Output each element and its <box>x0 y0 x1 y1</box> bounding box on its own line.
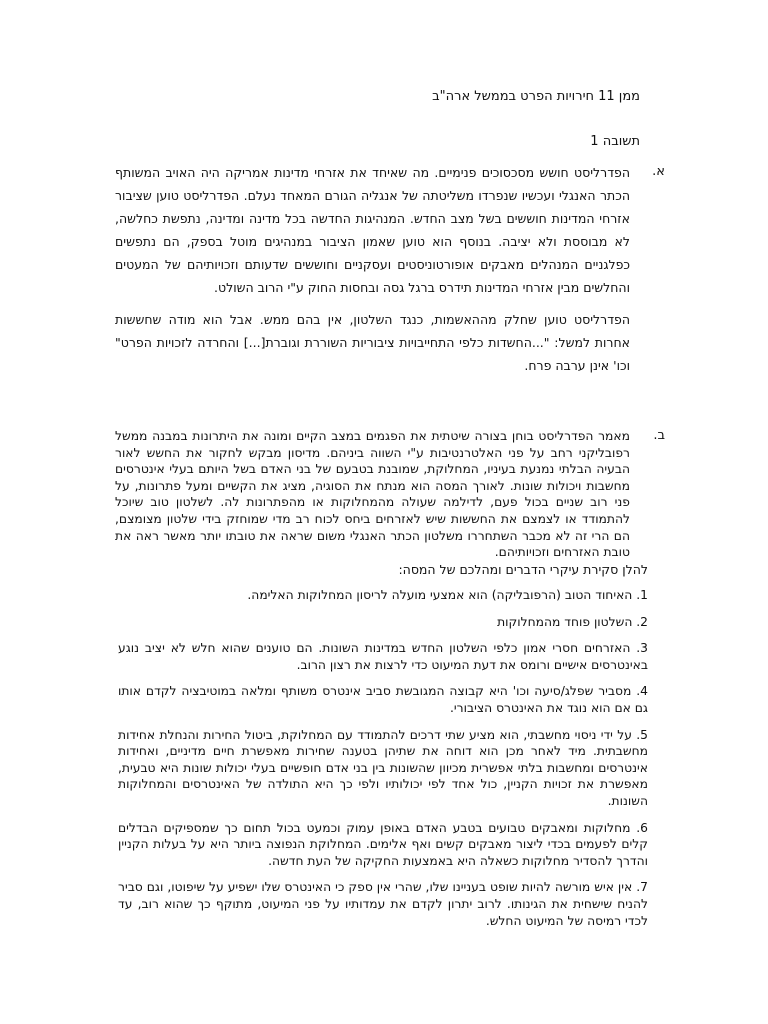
list-item: 4. מסביר שפלג/סיעה וכו' היא קבוצה המגובשת סביב אינטרס משותף ומלאה במוטיבציה לקדם אותו גם אם הוא נוגד את האינטרס הציבורי. <box>118 684 648 715</box>
list-item: 3. האזרחים חסרי אמון כלפי השלטון החדש במדינות השונות. הם טוענים שהוא חלש לא יציב נוגע באינטרסים אישיים ורומס את דעת המיעוט כדי לרצות את רצון הרוב. <box>118 641 648 672</box>
list-item: 2. השלטון פוחד מהמחלוקות <box>497 614 648 629</box>
section-a-paragraph-2: הפדרליסט טוען שחלק מההאשמות, כנגד השלטון, אין בהם ממש. אבל הוא מודה שחששות אחרות למשל: "...החשדות כלפי התחייבויות ציבוריות השוררת וגוברת[...] והחרדה לזכויות הפרט" וכו' אינן ערבה פרח. <box>115 312 630 373</box>
answer-title: תשובה 1 <box>590 134 640 149</box>
section-a-paragraph-1: הפדרליסט חושש מסכסוכים פנימיים. מה שאיחד את אזרחי מדינות אמריקה היה האויב המשותף הכתר האנגלי ועכשיו שנפרדו משליטתה של אנגליה הגורם המאחד נעלם. הפדרליסט טוען שציבור אזרחי המדינות חוששים בשל מצב החדש. המנהיגות החדשה בכל מדינה ומדינה, נתפשת כחלשה, לא מבוססת ולא יציבה. בנוסף הוא טוען שאמון הציבור במנהיגים מוטל בספק, הם נתפשים כפלגניים המנהלים מאבקים אופורטוניסטים ועסקניים וחוששים שדעותם וזכויותיהם של המעטים והחלשים מבין אזרחי המדינות תידרס ברגל גסה ובחסות החוק ע"י הרוב השולט. <box>115 165 630 295</box>
section-a <box>115 161 630 377</box>
list-item: 7. אין איש מורשה להיות שופט בעניינו שלו, שהרי אין ספק כי האינטרס שלו ישפיע על שיפוטו, וגם סביר להניח שישחית את הגינותו. לרוב יתרון לקדם את עמדותיו על פני המיעוט, מתוקף כך שהוא רוב, עד לכדי רמיסה של המיעוט החלש. <box>118 880 648 928</box>
summary-list <box>118 587 648 939</box>
section-b-paragraph: מאמר הפדרליסט בוחן בצורה שיטתית את הפגמים במצב הקיים ומונה את היתרונות במבנה ממשל רפובליקני רחב על פני האלטרנטיבות ע"י השווה ביניהם. מדיסון מבקש לחקור את החשש לאור הבעיה הבלתי נמנעת בעיניו, המחלוקת, שמובנת בטבעם של בני האדם בשל היותם בעלי אינטרסים מחשבות ויכולות שונות. לאורך המסה הוא מנתח את הסוגיה, מציג את הקשיים ומעל פתרונות, על פני רוב שניים בכול פעם, לדילמה שעולה מהמחלוקות או מהפתרונות לה. לשלטון טוב שיוכל להתמודד או לצמצם את החששות שיש לאזרחים ביחס לכוח רב מדי שמוחזק בידי שלטון מצומצם, הם הרי זה לא מכבר השתחררו משלטון הכתר האנגלי משום שראה את טובתו יותר מאשר ראה את טובת האזרחים וזכויותיהם. <box>115 429 630 560</box>
section-b-marker: ב. <box>653 428 665 443</box>
document-header: ממן 11 חירויות הפרט בממשל ארה"ב <box>432 89 640 104</box>
list-item: 6. מחלוקות ומאבקים טבועים בטבע האדם באופן עמוק וכמעט בכול תחום כך שמספיקים הבדלים קלים לפעמים בכדי ליצור מאבקים קשים ואף אלימים. המחלוקת הנפוצה ביותר היא על בעלות הקניין והדרך להסדיר מחלוקות כשאלה היא באמצעות החקיקה של העת חדשה. <box>118 820 648 868</box>
summary-intro: להלן סקירת עיקרי הדברים ומהלכם של המסה: <box>398 562 648 577</box>
list-item: 5. על ידי ניסוי מחשבתי, הוא מציע שתי דרכים להתמודד עם המחלוקת, ביטול החירות והנחלת אחידות מחשבתית. מיד לאחר מכן הוא דוחה את שתיהן בטענה שחירות מאפשרת חיים מדיניים, ואחידות אינטרסים ומחשבות בלתי אפשרית מכיוון שהשונות בין בני אדם חופשיים בעלי יכולות שונות היא טבעית, מאפשרת את זכויות הקניין, כול אחד לפי יכולותיו ולפי כך היא התולדה של האינטרסים והמחלוקות השונות. <box>118 727 648 808</box>
section-b <box>115 428 630 561</box>
section-a-marker: א. <box>652 164 665 179</box>
list-item: 1. האיחוד הטוב (הרפובליקה) הוא אמצעי מועלה לריסון המחלוקות האלימה. <box>247 588 648 602</box>
